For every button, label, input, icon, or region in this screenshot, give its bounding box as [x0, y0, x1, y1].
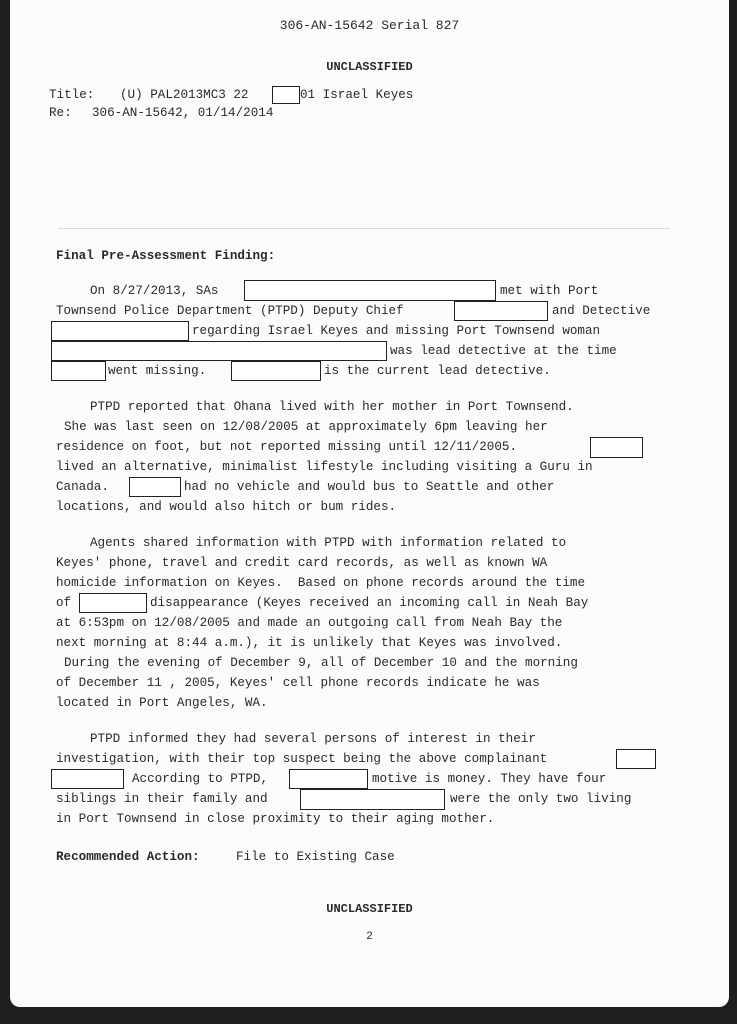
para2-line: residence on foot, but not reported missing until 12/11/2005. — [56, 440, 518, 454]
re-value: 306-AN-15642, 01/14/2014 — [92, 106, 274, 120]
para3-line: located in Port Angeles, WA. — [56, 696, 268, 710]
para4-line: PTPD informed they had several persons of interest in their — [90, 732, 536, 746]
para3-line: disappearance (Keyes received an incoming call in Neah Bay — [150, 596, 589, 610]
redaction-box — [51, 769, 124, 789]
para2-line: Canada. — [56, 480, 109, 494]
redaction-box — [231, 361, 321, 381]
separator-line — [58, 228, 670, 229]
para2-line: PTPD reported that Ohana lived with her mother in Port Townsend. — [90, 400, 574, 414]
para1-line: is the current lead detective. — [324, 364, 551, 378]
title-value-b: 01 Israel Keyes — [300, 88, 414, 102]
recommended-value: File to Existing Case — [236, 850, 395, 864]
para4-line: were the only two living — [450, 792, 632, 806]
redaction-box — [272, 86, 300, 104]
para4-line: According to PTPD, — [132, 772, 269, 786]
re-label: Re: — [49, 106, 72, 120]
para1-line: On 8/27/2013, SAs — [90, 284, 219, 298]
redaction-box — [51, 341, 387, 361]
section-heading: Final Pre-Assessment Finding: — [56, 249, 276, 263]
recommended-label: Recommended Action: — [56, 850, 200, 864]
para2-line: locations, and would also hitch or bum rides. — [56, 500, 397, 514]
redaction-box — [300, 789, 445, 810]
para4-line: in Port Townsend in close proximity to their aging mother. — [56, 812, 495, 826]
para3-line: During the evening of December 9, all of December 10 and the morning — [64, 656, 578, 670]
para1-line: regarding Israel Keyes and missing Port Townsend woman — [192, 324, 601, 338]
para4-line: investigation, with their top suspect being the above complainant — [56, 752, 548, 766]
title-value-a: (U) PAL2013MC3 22 — [120, 88, 249, 102]
redaction-box — [129, 477, 181, 497]
para1-line: Townsend Police Department (PTPD) Deputy Chief — [56, 304, 404, 318]
para4-line: siblings in their family and — [56, 792, 268, 806]
para2-line: She was last seen on 12/08/2005 at approximately 6pm leaving her — [64, 420, 548, 434]
para1-line: and Detective — [552, 304, 651, 318]
para1-line: went missing. — [108, 364, 207, 378]
para3-line: Agents shared information with PTPD with information related to — [90, 536, 567, 550]
redaction-box — [289, 769, 368, 789]
redaction-box — [79, 593, 147, 613]
redaction-box — [616, 749, 656, 769]
para3-line: of — [56, 596, 72, 610]
redaction-box — [51, 361, 106, 381]
para1-line: was lead detective at the time — [390, 344, 617, 358]
para1-line: met with Port — [500, 284, 599, 298]
serial-number: 306-AN-15642 Serial 827 — [279, 18, 460, 33]
para2-line: lived an alternative, minimalist lifestyle including visiting a Guru in — [56, 460, 593, 474]
para3-line: of December 11 , 2005, Keyes' cell phone records indicate he was — [56, 676, 540, 690]
redaction-box — [244, 280, 496, 301]
para3-line: next morning at 8:44 a.m.), it is unlikely that Keyes was involved. — [56, 636, 563, 650]
document-page — [10, 0, 729, 1007]
para3-line: Keyes' phone, travel and credit card records, as well as known WA — [56, 556, 548, 570]
para2-line: had no vehicle and would bus to Seattle and other — [184, 480, 555, 494]
page-number: 2 — [366, 931, 373, 943]
classification-bottom: UNCLASSIFIED — [326, 902, 413, 916]
redaction-box — [454, 301, 548, 321]
para3-line: at 6:53pm on 12/08/2005 and made an outgoing call from Neah Bay the — [56, 616, 563, 630]
classification-top: UNCLASSIFIED — [326, 60, 413, 74]
title-label: Title: — [49, 88, 95, 102]
redaction-box — [51, 321, 189, 341]
para3-line: homicide information on Keyes. Based on phone records around the time — [56, 576, 586, 590]
redaction-box — [590, 437, 643, 458]
para4-line: motive is money. They have four — [372, 772, 607, 786]
